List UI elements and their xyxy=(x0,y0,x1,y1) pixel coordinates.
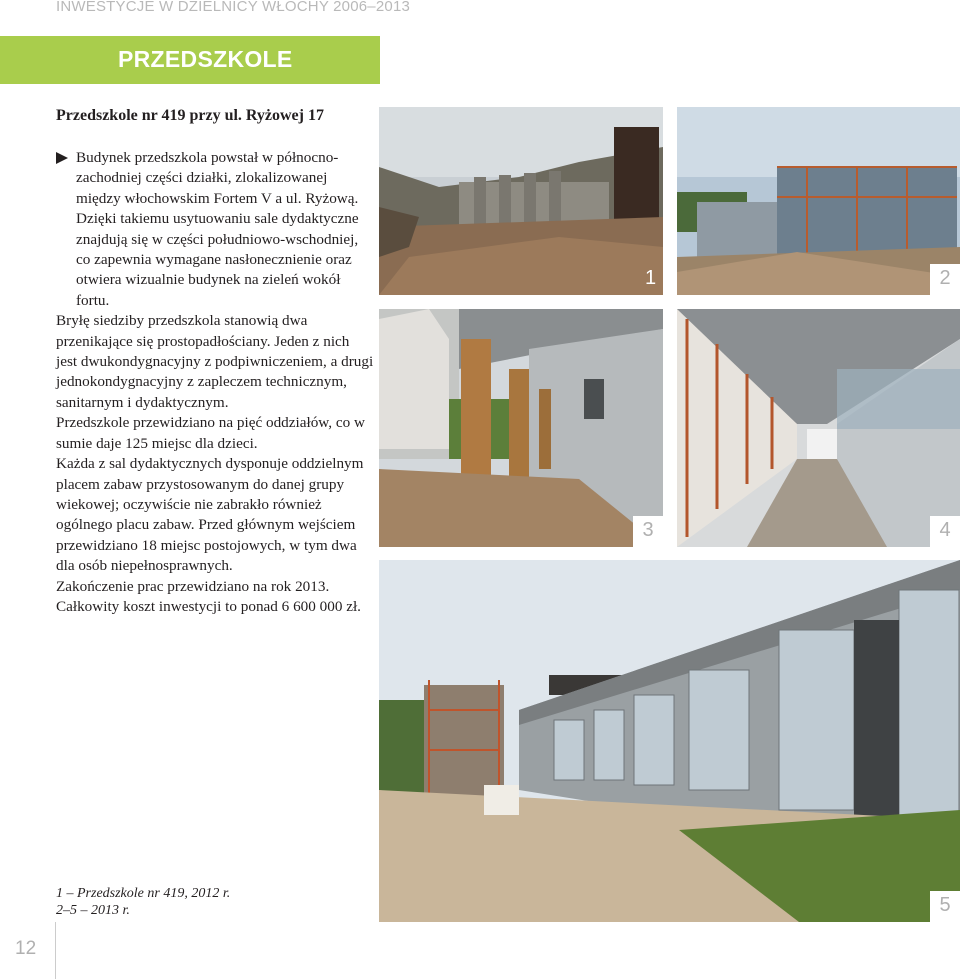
footer-divider xyxy=(55,922,56,979)
page-number: 12 xyxy=(15,938,37,959)
caption-line: 1 – Przedszkole nr 419, 2012 r. xyxy=(56,886,231,901)
paragraph: Budynek przedszkola powstał w północno-zachodniej części działki, zlokalizowanej między włochowskim Fortem V a ul. Ryżową. Dzięki takiemu usytuowaniu sale dydaktyczne znajdują się w części południowo-wschodniej, co zapewnia wymagane nasłonecznienie oraz otwiera wizualnie budynek na zieleń wokół fortu. xyxy=(76,149,359,309)
photo-captions xyxy=(56,885,230,919)
paragraph: Zakończenie prac przewidziano na rok 2013. xyxy=(56,577,330,595)
photo-5-building-facade xyxy=(379,560,960,922)
paragraph: Bryłę siedziby przedszkola stanowią dwa przenikające się prostopadłościany. Jeden z nich jest dwukondygnacyjny z podpiwniczeniem, a drugi jednokondygnacyjny z zapleczem technicznym, sanitarnym i dydaktycznym. xyxy=(56,312,374,411)
running-header: INWESTYCJE W DZIELNICY WŁOCHY 2006–2013 xyxy=(56,0,411,15)
paragraph: Każda z sal dydaktycznych dysponuje oddzielnym placem zabaw przystosowanym do danej grupy wiekowej; oczywiście nie zabrakło również ogólnego placu zabaw. Przed głównym wejściem przewidziano 18 miejsc postojowych, w tym dwa dla osób niepełnosprawnych. xyxy=(56,455,364,575)
photo-2-building-scaffolding xyxy=(677,107,960,295)
photo-4-covered-walkway xyxy=(677,309,960,547)
section-title: PRZEDSZKOLE xyxy=(118,46,293,72)
article-title: Przedszkole nr 419 przy ul. Ryżowej 17 xyxy=(56,107,324,124)
photo-number: 2 xyxy=(930,264,960,295)
photo-1-construction-site xyxy=(379,107,663,295)
photo-number: 3 xyxy=(633,516,663,547)
paragraph: Przedszkole przewidziano na pięć oddziałów, co w sumie daje 125 miejsc dla dzieci. xyxy=(56,414,365,452)
photo-3-building-columns xyxy=(379,309,663,547)
caption-line: 2–5 – 2013 r. xyxy=(56,903,130,918)
photo-number: 4 xyxy=(930,516,960,547)
article-body xyxy=(56,148,374,617)
bullet-arrow-icon xyxy=(56,152,68,164)
photo-number: 5 xyxy=(930,891,960,922)
paragraph: Całkowity koszt inwestycji to ponad 6 600 000 zł. xyxy=(56,597,361,615)
photo-number: 1 xyxy=(645,267,657,289)
